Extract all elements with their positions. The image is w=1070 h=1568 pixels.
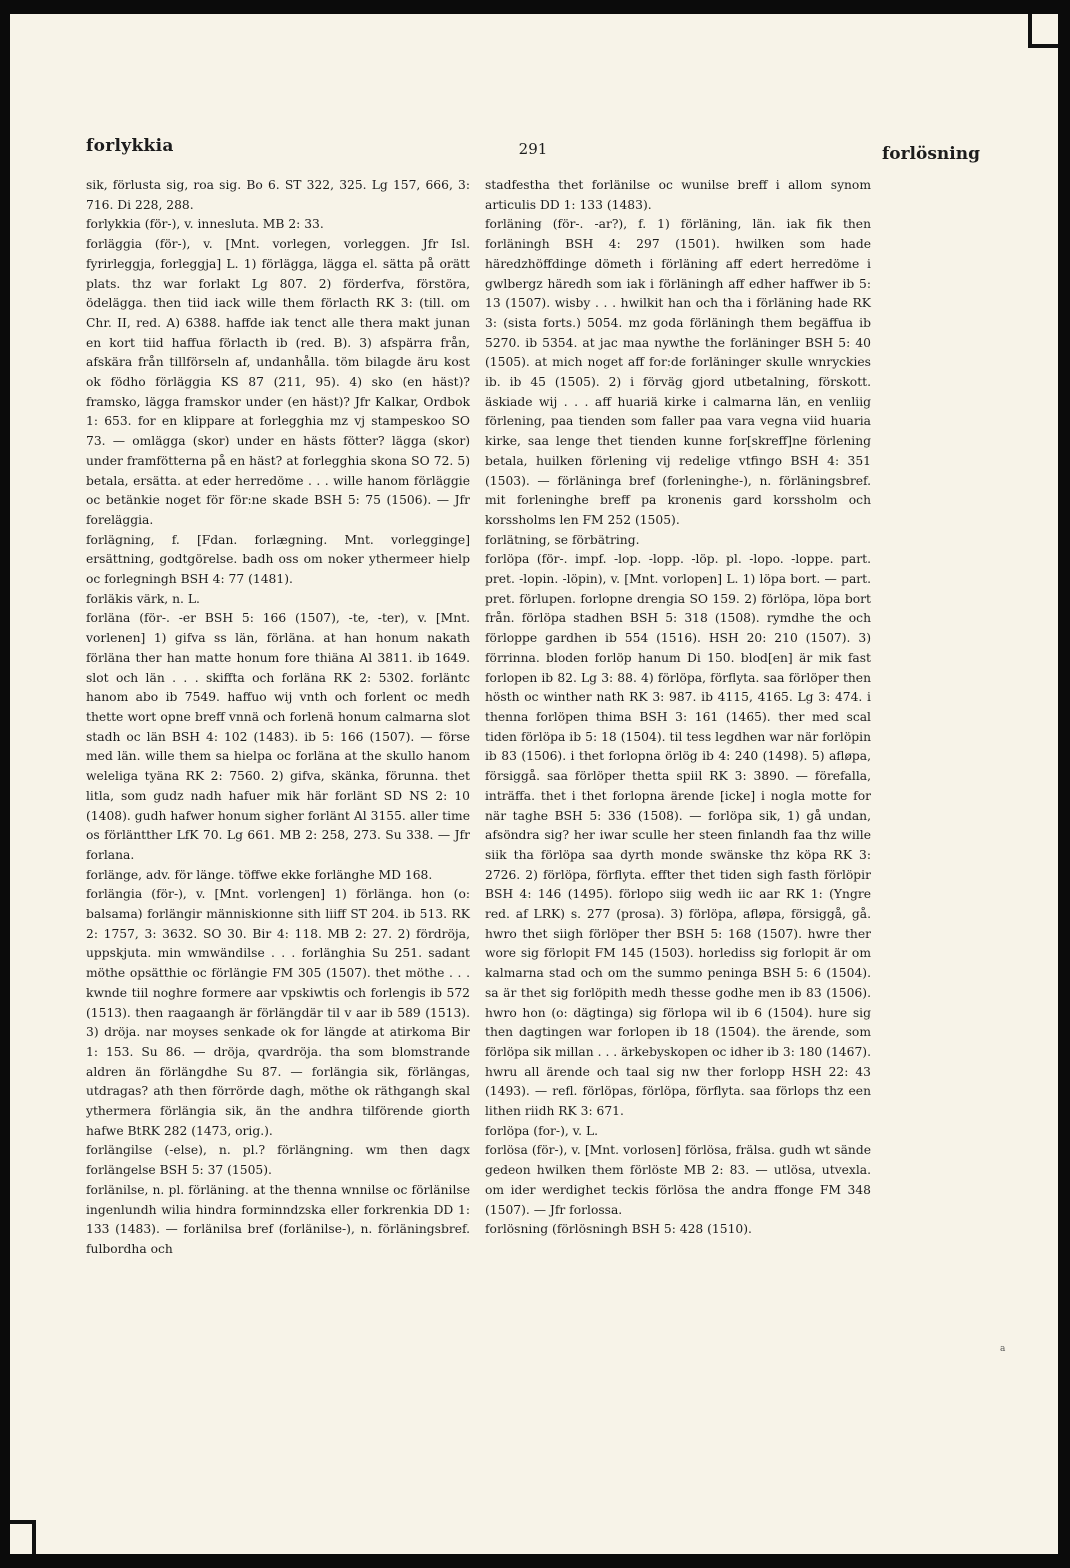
dictionary-entry: forlägning, f. [Fdan. forlægning. Mnt. vorlegginge] ersättning, godtgörelse. badh oss om noker ythermeer hielp oc forlegningh BSH 4: 77 (1481). <box>86 532 470 587</box>
dictionary-entry: forläkis värk, n. L. <box>86 591 200 606</box>
dictionary-entry: forlösa (för-), v. [Mnt. vorlosen] förlösa, frälsa. gudh wt sände gedeon hwilken them förlöste MB 2: 83. — utlösa, utvexla. om ider werdighet teckis förlösa the andra ffonge FM 348 (1507). — Jfr forlossa. <box>485 1143 871 1217</box>
crop-mark-bottom-left <box>10 1520 36 1554</box>
left-column <box>86 176 470 1260</box>
right-column <box>485 176 871 1240</box>
dictionary-entry: forlöpa (för-. impf. -lop. -lopp. -löp. pl. -lopo. -loppe. part. pret. -lopin. -löpin), v. [Mnt. vorlopen] L. 1) löpa bort. — part. pret. förlupen. forlopne drengia SO 159. 2) förlöpa, löpa bort från. förlöpa stadhen BSH 5: 318 (1508). rymdhe the och förloppe gardhen ib 554 (1516). HSH 20: 210 (1507). 3) förrinna. bloden forlöp hanum Di 150. blod[en] är mik fast forlopen ib 82. Lg 3: 88. 4) förlöpa, förflyta. saa förlöper then hösth oc winther nath RK 3: 987. ib 4115, 4165. Lg 3: 474. i thenna forlöpen thima BSH 3: 161 (1465). ther med scal tiden förlöpa ib 5: 18 (1504). til tess legdhen war när forlöpin ib 83 (1506). i thet forlopna örlög ib 4: 240 (1498). 5) afløpa, försiggå. saa förlöper thetta spiil RK 3: 3890. — förefalla, inträffa. thet i thet forlopna ärende [icke] i nogla motte for när taghe BSH 5: 336 (1508). — forlöpa sik, 1) gå undan, afsöndra sig? her iwar sculle her steen finlandh faa thz wille siik tha förlöpa saa dyrth monde swänske thz köpa RK 3: 2726. 2) förlöpa, förflyta. effter thet tiden sigh fasth förlöpir BSH 4: 146 (1495). förlopo siig wedh iic aar RK 1: (Yngre red. af LRK) s. 277 (prosa). 3) förlöpa, afløpa, försiggå, gå. hwro thet siigh förlöper ther BSH 5: 168 (1507). hwre ther wore sig förlopit FM 145 (1503). horlediss sig forlopit är om kalmarna stad och om the summo peninga BSH 5: 6 (1504). sa är thet sig forlöpith medh thesse godhe men ib 83 (1506). hwro hon (o: dägtinga) sig förlopa wil ib 6 (1504). hure sig then dagtingen war forlopen ib 18 (1504). the ärende, som förlöpa sik millan . . . ärkebyskopen oc idher ib 3: 180 (1467). hwru all ärende och taal sig nw ther forlopp HSH 22: 43 (1493). — refl. förlöpas, förlöpa, förflyta. saa förlops thz een lithen riidh RK 3: 671. <box>485 552 871 1119</box>
crop-mark-top-right <box>1028 14 1058 48</box>
dictionary-entry: forlätning, se förbätring. <box>485 532 640 547</box>
dictionary-entry: sik, förlusta sig, roa sig. Bo 6. ST 322, 325. Lg 157, 666, 3: 716. Di 228, 288. <box>86 178 470 212</box>
scan-border-right <box>1058 0 1070 1568</box>
scan-border-bottom <box>0 1554 1070 1568</box>
stray-mark: a <box>1000 1344 1006 1354</box>
dictionary-entry: forläning (för-. -ar?), f. 1) förläning, län. iak fik then forläningh BSH 4: 297 (1501). hwilken som hade häredzhöffdinge dömeth i förläning aff edert herredöme i gwlbergz häredh som iak i förläningh aff edher haffwer ib 5: 13 (1507). wisby . . . hwilkit han och tha i förläning hade RK 3: (sista forts.) 5054. mz goda förläningh them begäffua ib 5270. ib 5354. at jac maa nywthe the forläninger BSH 5: 40 (1505). at mich noget aff for:de forläninger skulle wnryckies ib. ib 45 (1505). 2) i förväg gjord utbetalning, förskott. äskiade wij . . . aff huariä kirke i calmarna län, en venliig förlening, paa tienden som faller paa vara vegna viid huaria kirke, saa lenge thet tienden kunne for[skreff]ne förlening betala, huilken förlening vij redelige vtfingo BSH 4: 351 (1503). — förläninga bref (forleninghe-), n. förläningsbref. mit forleninghe breff pa kronenis gard korssholm och korssholms len FM 252 (1505). <box>485 217 871 527</box>
page-header <box>86 132 980 162</box>
dictionary-entry: forlänilse, n. pl. förläning. at the thenna wnnilse oc förlänilse ingenlundh wilia hindra forminndzska eller forkrenkia DD 1: 133 (1483). — forlänilsa bref (forlänilse-), n. förläningsbref. fulbordha och <box>86 1182 470 1256</box>
running-head-right: forlösning <box>881 144 980 164</box>
dictionary-entry: forlösning (förlösningh BSH 5: 428 (1510). <box>485 1222 752 1237</box>
dictionary-entry: forlängilse (-else), n. pl.? förlängning. wm then dagx forlängelse BSH 5: 37 (1505). <box>86 1143 470 1178</box>
dictionary-entry: stadfestha thet forlänilse oc wunilse breff i allom synom articulis DD 1: 133 (1483). <box>485 178 871 212</box>
dictionary-entry: forlykkia (för-), v. innesluta. MB 2: 33. <box>86 217 324 232</box>
dictionary-entry: forläna (för-. -er BSH 5: 166 (1507), -te, -ter), v. [Mnt. vorlenen] 1) gifva ss län, förläna. at han honum nakath förläna ther han matte honum fore thiäna Al 3811. ib 1649. slot och län . . . skiffta och forläna RK 2: 5302. forläntc hanom abo ib 7549. haffuo wij vnth och forlent oc medh thette wort opne breff vnnä och forlenä honum calmarna slot stadh oc län BSH 4: 102 (1483). ib 5: 166 (1507). — förse med län. wille them sa hielpa oc forläna at the skullo hanom weleliga tyäna RK 2: 7560. 2) gifva, skänka, förunna. thet litla, som gudz nadh hafuer mik här forlänt SD NS 2: 10 (1408). gudh hafwer honum sigher forlänt Al 3155. aller time os förläntther LfK 70. Lg 661. MB 2: 258, 273. Su 338. — Jfr forlana. <box>86 611 470 862</box>
dictionary-entry: forlänge, adv. för länge. töffwe ekke forlänghe MD 168. <box>86 867 433 882</box>
dictionary-entry: forläggia (för-), v. [Mnt. vorlegen, vorleggen. Jfr Isl. fyrirleggja, forleggja] L. 1) förlägga, lägga el. sätta på orätt plats. thz war forlakt Lg 807. 2) förderfva, förstöra, ödelägga. then tiid iack wille them förlacth RK 3: (till. om Chr. II, red. A) 6388. haffde iak tenct alle thera makt junan en kort tiid haffua förlacth ib (red. B). 3) afspärra från, afskära från tillförseln af, undanhålla. töm bilagde äru kost ok födho förläggia KS 87 (211, 95). 4) sko (en häst)? framsko, lägga framskor under (en häst)? Jfr Kalkar, Ordbok 1: 653. for en klippare at forlegghia mz vj stampeskoo SO 73. — omlägga (skor) under en hästs fötter? lägga (skor) under framfötterna på en häst? at forlegghia skona SO 72. 5) betala, ersätta. at eder herredöme . . . wille hanom förläggie oc betänkie noget för för:ne skade BSH 5: 75 (1506). — Jfr foreläggia. <box>86 237 470 527</box>
page-number: 291 <box>518 140 548 158</box>
dictionary-entry: forlängia (för-), v. [Mnt. vorlengen] 1) förlänga. hon (o: balsama) forlängir människionne sith liiff ST 204. ib 513. RK 2: 1757, 3: 3632. SO 30. Bir 4: 118. MB 2: 27. 2) fördröja, uppskjuta. min wmwändilse . . . forlänghia Su 251. sadant möthe opsätthie oc förlängie FM 305 (1507). thet möthe . . . kwnde tiil noghre formere aar vpskiwtis och forlengis ib 572 (1513). then raagaangh är förlängdär til v aar ib 589 (1513). 3) dröja. nar moyses senkade ok for längde at atirkoma Bir 1: 153. Su 86. — dröja, qvardröja. tha som blomstrande aldren än förlängdhe Su 87. — forlängia sik, förlängas, utdragas? ath then förrörde dagh, möthe ok räthgangh skal ythermera förlängia sik, än the andhra tilförende giorth hafwe BtRK 282 (1473, orig.). <box>86 887 470 1138</box>
scan-border-left <box>0 0 10 1568</box>
running-head-left: forlykkia <box>86 136 174 156</box>
scan-border-top <box>0 0 1070 14</box>
dictionary-entry: forlöpa (for-), v. L. <box>485 1123 599 1138</box>
